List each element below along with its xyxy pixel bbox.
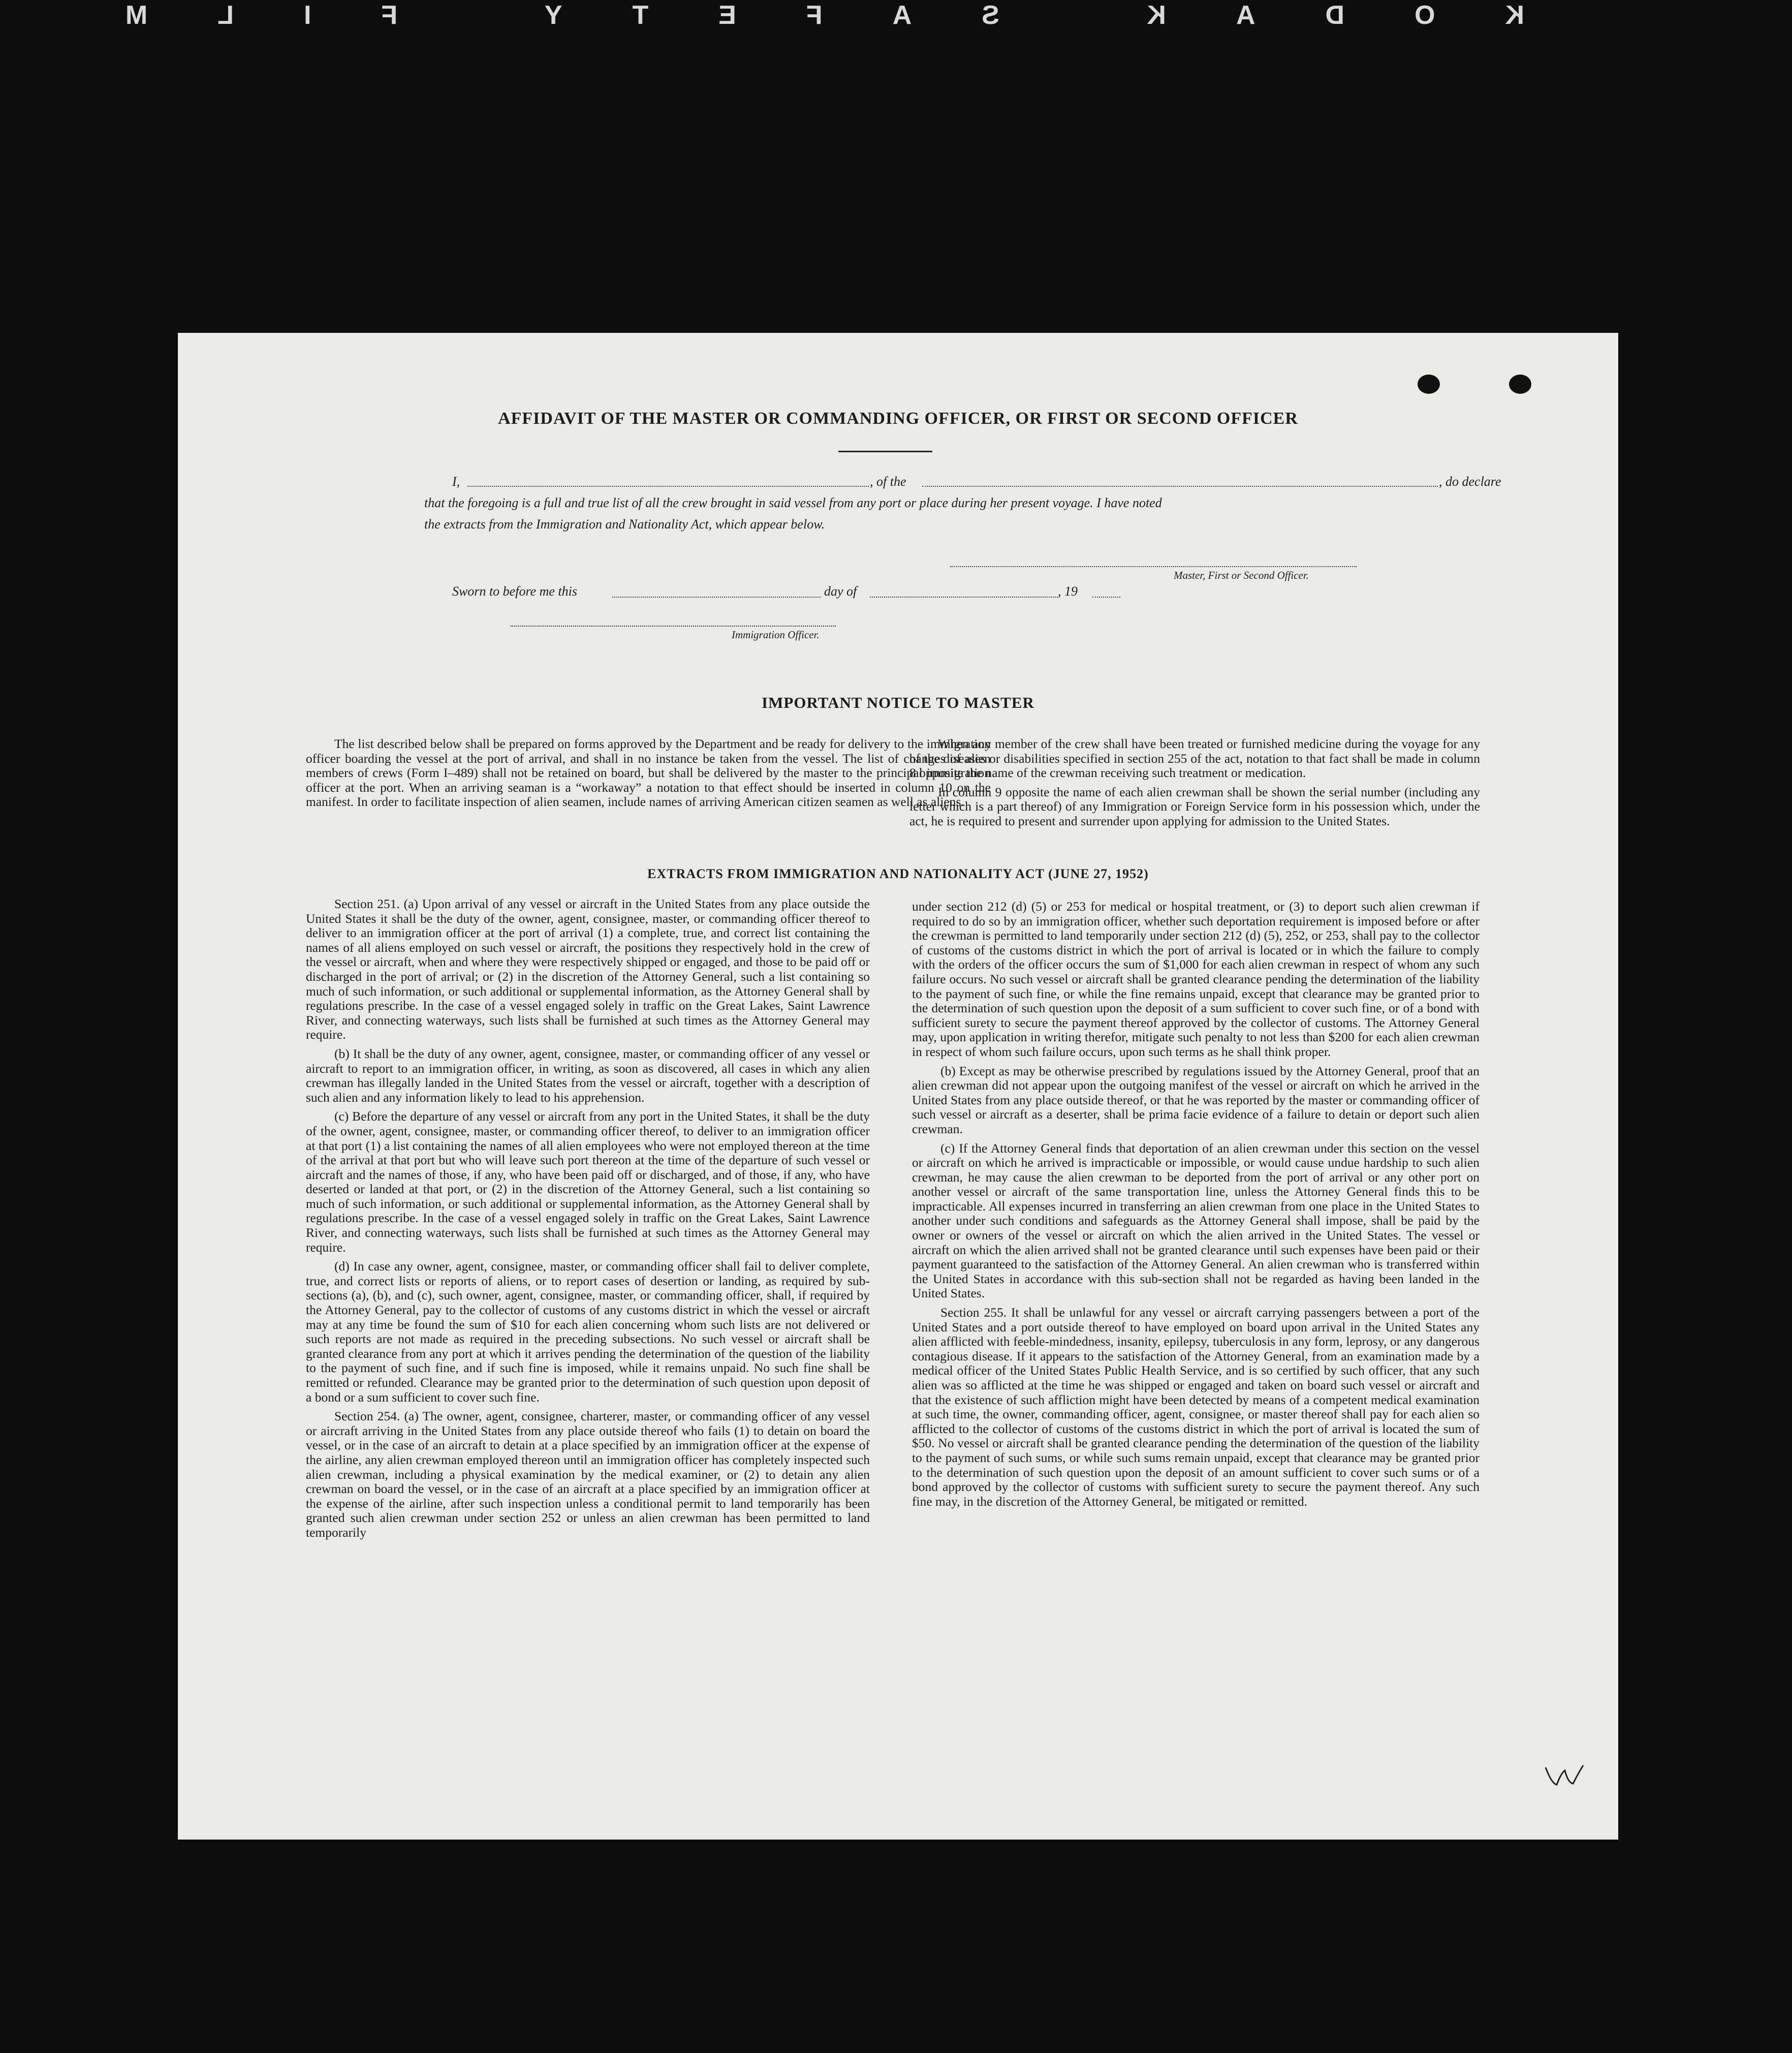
notice-right-column — [909, 737, 1480, 833]
title-rule — [838, 451, 932, 452]
notice-right-paragraph-1: When any member of the crew shall have been treated or furnished medicine during the voyage for any of the diseases or disabilities specified in section 255 of the act, notation to that fact shall be made in column 8 opposite the name of the crewman receiving such treatment or medication. — [909, 736, 1480, 781]
vessel-blank[interactable] — [922, 485, 1438, 487]
year-text: , 19 — [1058, 584, 1078, 599]
notice-left-paragraph: The list described below shall be prepared on forms approved by the Department and be ready for delivery to the immigration officer boarding the vessel at the port of arrival, and shall in no instance be taken from the vessel. The list of changes of alien members of crews (Form I–489) shall not be retained on board, but shall be delivered by the master to the principal immigration officer at the port. When an arriving seaman is a “workaway” a notation to that effect should be inserted in column 10 on the manifest. In order to facilitate inspection of alien seamen, include names of arriving American citizen seamen as well as aliens. — [306, 736, 991, 810]
officer-signature-line[interactable] — [511, 625, 836, 627]
master-caption: Master, First or Second Officer. — [1174, 569, 1309, 581]
document-page — [178, 333, 1618, 1840]
officer-caption: Immigration Officer. — [732, 629, 820, 641]
section-251-a: Section 251. (a) Upon arrival of any vessel or aircraft in the United States from any place outside the United States it shall be the duty of the owner, agent, consignee, master, or commanding officer thereof to deliver to an immigration officer at the port of arrival (1) a complete, true, and correct list containing the names of all aliens employed on such vessel or aircraft, the positions they respectively hold in the crew of the vessel or aircraft, when and where they were respectively shipped or engaged, and those to be paid off or discharged in the port of arrival; or (2) in the discretion of the Attorney General, such a list containing so much of such information, or such additional or supplemental information, as the Attorney General shall by regulations prescribe. In the case of a vessel engaged solely in traffic on the Great Lakes, Saint Lawrence River, and connecting waterways, such lists shall be furnished at such times as the Attorney General may require. — [306, 896, 870, 1042]
affidavit-title: AFFIDAVIT OF THE MASTER OR COMMANDING OFFICER, OR FIRST OR SECOND OFFICER — [498, 409, 1298, 428]
punch-hole — [1418, 375, 1440, 394]
notice-title: IMPORTANT NOTICE TO MASTER — [762, 694, 1034, 711]
master-signature-line[interactable] — [950, 566, 1357, 567]
section-251-b: (b) It shall be the duty of any owner, agent, consignee, master, or commanding officer of any vessel or aircraft to report to an immigration officer, in writing, as soon as discovered, all cases in which any alien crewman has illegally landed in the United States from the vessel or aircraft, together with a description of such alien and any information likely to lead to his apprehension. — [306, 1046, 870, 1105]
affidavit-line1-of: , of the — [870, 474, 906, 489]
extracts-right-column — [912, 899, 1480, 1513]
section-254-a-continued: under section 212 (d) (5) or 253 for medical or hospital treatment, or (3) to deport such alien crewman if required to do so by an immigration officer, whether such deportation requirement is imposed before or after the crewman is permitted to land temporarily under section 212 (d) (5), 252, or 253, shall pay to the collector of customs of the customs district in which the port of arrival is located or in which the failure to comply with the orders of the officer occurs the sum of $1,000 for each alien crewman in respect of whom any such failure occurs. No such vessel or aircraft shall be granted clearance pending the determination of the liability to the payment of such fine, or while the fine remains unpaid, except that clearance may be granted prior to the determination of such question upon the deposit of a sum sufficient to cover such fine, or of a bond with sufficient surety to secure the payment thereof approved by the collector of customs. The Attorney General may, upon application in writing therefor, mitigate such penalty to not less than $200 for each alien crewman in respect of whom such failure occurs, upon such terms as he shall think proper. — [912, 899, 1480, 1059]
name-blank[interactable] — [467, 485, 869, 487]
section-255: Section 255. It shall be unlawful for any vessel or aircraft carrying passengers between a port of the United States and a port outside thereof to have employed on board upon arrival in the United States any alien afflicted with feeble-mindedness, insanity, epilepsy, tuberculosis in any form, leprosy, or any dangerous contagious disease. If it appears to the satisfaction of the Attorney General, from an examination made by a medical officer of the United States Public Health Service, and is so certified by such officer, that any such alien was so afflicted at the time he was shipped or engaged and taken on board such vessel or aircraft and that the existence of such affliction might have been detected by means of a competent medical examination at such time, the owner, commanding officer, agent, consignee, or master thereof shall pay for each alien so afflicted to the collector of customs of the customs district in which the port of arrival is located the sum of $50. No vessel or aircraft shall be granted clearance pending the determination of the question of the liability to the payment of such sums, or while such sums remain unpaid, except that clearance may be granted prior to the determination of such question upon the deposit of an amount sufficient to cover such sums or of a bond approved by the collector of customs with sufficient surety to secure the payment thereof. Any such fine may, in the discretion of the Attorney General, be mitigated or remitted. — [912, 1305, 1480, 1509]
sworn-year-blank[interactable] — [1092, 596, 1120, 598]
extracts-title: EXTRACTS FROM IMMIGRATION AND NATIONALITY ACT (JUNE 27, 1952) — [647, 866, 1149, 881]
notice-left-column — [306, 737, 991, 814]
notice-right-paragraph-2: In column 9 opposite the name of each alien crewman shall be shown the serial number (including any letter which is a part thereof) of any Immigration or Foreign Service form in his possession which, under the act, he is required to present and surrender upon applying for admission to the United States. — [909, 784, 1480, 828]
section-254-b: (b) Except as may be otherwise prescribed by regulations issued by the Attorney General, proof that an alien crewman did not appear upon the outgoing manifest of the vessel or aircraft on which he arrived in the United States from any place outside thereof, or that he was reported by the master or commanding officer of such vessel or aircraft as a deserter, shall be prima facie evidence of a failure to detain or deport such alien crewman. — [912, 1063, 1480, 1136]
affidavit-line1-end: , do declare — [1439, 474, 1501, 489]
film-edge-marking: KODAK SAFETY FILM — [55, 1, 1524, 30]
affidavit-line2: that the foregoing is a full and true list of all the crew brought in said vessel from any port or place during her present voyage. I have noted — [424, 495, 1162, 510]
section-251-c: (c) Before the departure of any vessel or aircraft from any port in the United States, it shall be the duty of the owner, agent, consignee, master, or commanding officer thereof, to deliver to an immigration officer at that port (1) a list containing the names of all alien employees who were not employed thereon at the time of the arrival at that port but who will leave such port thereon at the time of the departure of such vessel or aircraft and the names of those, if any, who have been paid off or discharged, and of those, if any, who have deserted or landed at that port, or (2) in the discretion of the Attorney General, such a list containing so much of such information, or such additional or supplemental information, as the Attorney General shall by regulations prescribe. In the case of a vessel engaged solely in traffic on the Great Lakes, Saint Lawrence River, and connecting waterways, such lists shall be furnished at such times as the Attorney General may require. — [306, 1109, 870, 1255]
affidavit-line3: the extracts from the Immigration and Nationality Act, which appear below. — [424, 517, 825, 532]
section-254-c: (c) If the Attorney General finds that deportation of an alien crewman under this section on the vessel or aircraft on which he arrived is impracticable or impossible, or would cause undue hardship to such alien crewman, he may cause the alien crewman to be deported from the port of arrival or any other port on another vessel or aircraft of the same transportation line, unless the Attorney General finds this to be impracticable. All expenses incurred in transferring an alien crewman from one place in the United States to another under such conditions and safeguards as the Attorney General shall impose, shall be paid by the owner or owners of the vessel or aircraft on which the alien arrived in the United States. The vessel or aircraft on which the alien arrived shall not be granted clearance until such expenses have been paid or their payment guaranteed to the satisfaction of the Attorney General. An alien crewman who is transferred within the United States in accordance with this sub-section shall not be regarded as having been landed in the United States. — [912, 1140, 1480, 1301]
extracts-left-column — [306, 897, 870, 1545]
affidavit-line1-i: I, — [452, 474, 460, 489]
section-254-a: Section 254. (a) The owner, agent, consignee, charterer, master, or commanding officer of any vessel or aircraft arriving in the United States from any place outside thereof who fails (1) to detain on board the vessel, or in the case of an aircraft to detain at a place specified by an immigration officer at the expense of the airline, any alien crewman employed thereon until an immigration officer has completely inspected such alien crewman, including a physical examination by the medical examiner, or (2) to detain any alien crewman on board the vessel, or in the case of an aircraft at a place specified by an immigration officer at the expense of the airline, after such inspection unless a conditional permit to land temporarily has been granted such alien crewman under section 252 or unless an alien crewman has been permitted to land temporarily — [306, 1409, 870, 1540]
section-251-d: (d) In case any owner, agent, consignee, master, or commanding officer shall fail to deliver complete, true, and correct lists or reports of aliens, or to report cases of desertion or landing, as required by sub-sections (a), (b), and (c), such owner, agent, consignee, master, or commanding officer, shall, if required by the Attorney General, pay to the collector of customs of any customs district in which the vessel or aircraft may at any time be found the sum of $10 for each alien concerning whom such lists are not delivered or such reports are not made as required in the preceding subsections. No such vessel or aircraft shall be granted clearance from any port at which it arrives pending the determination of the question of the liability to the payment of such fine, and if such fine is imposed, while it remains unpaid. No such fine shall be remitted or refunded. Clearance may be granted prior to the determination of such question upon deposit of a bond or a sum sufficient to cover such fine. — [306, 1259, 870, 1405]
sworn-month-blank[interactable] — [870, 596, 1058, 598]
sworn-text: Sworn to before me this — [452, 584, 578, 599]
punch-hole — [1509, 375, 1531, 394]
handwritten-check-mark — [1545, 1763, 1585, 1794]
sworn-day-blank[interactable] — [612, 596, 821, 598]
day-of-text: day of — [824, 584, 857, 599]
